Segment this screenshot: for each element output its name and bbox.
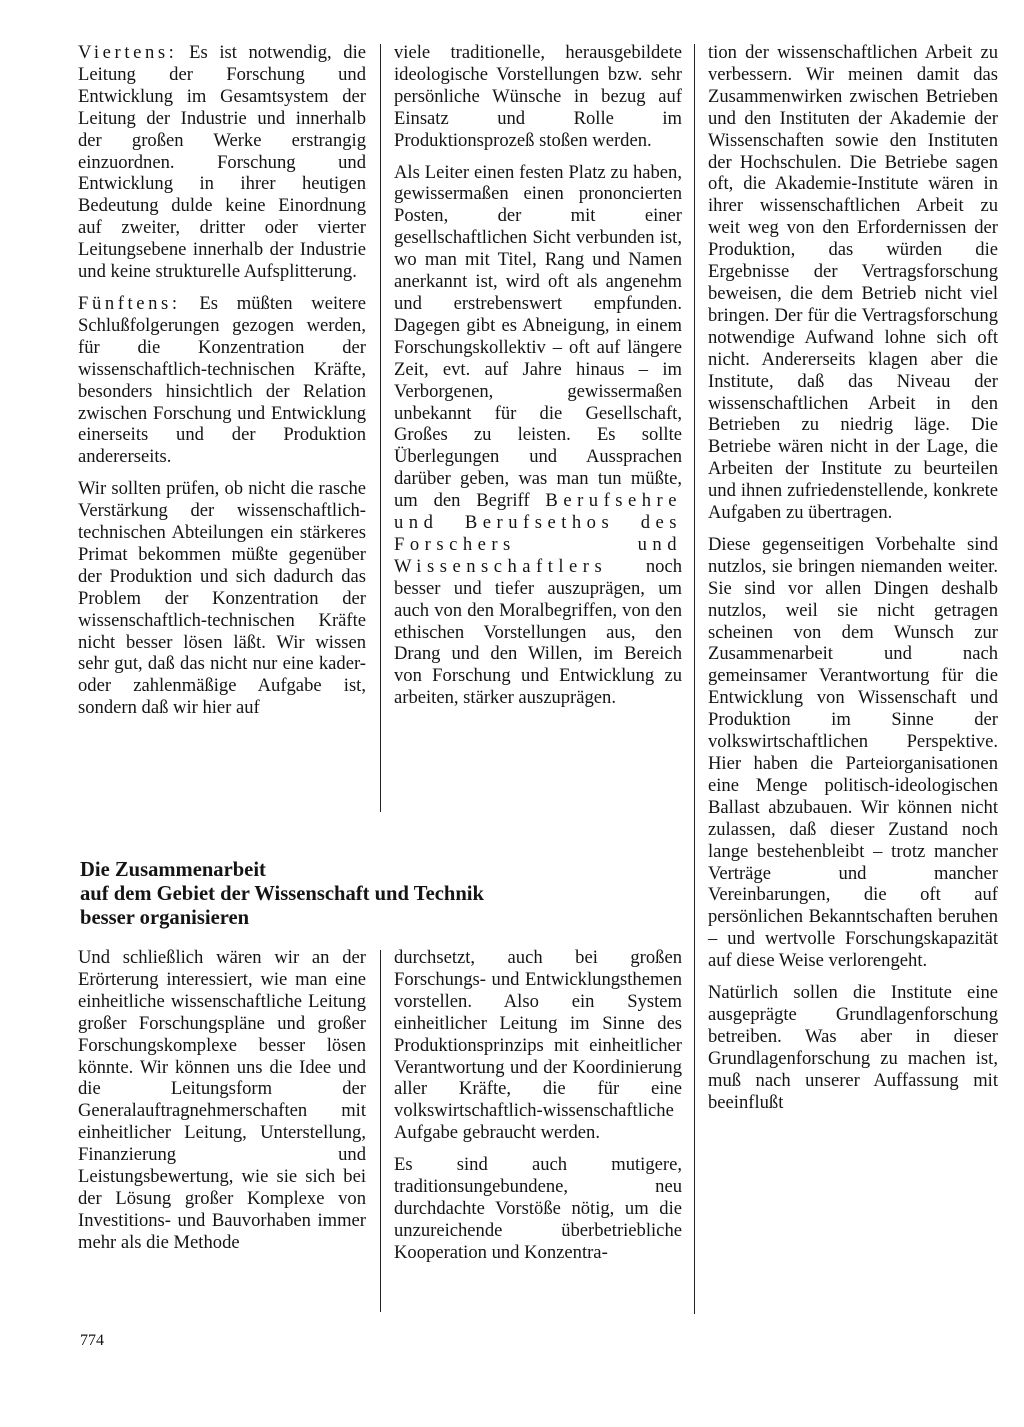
- column-rule-top-right: [694, 44, 695, 1314]
- paragraph-text: noch besser und tiefer auszuprägen, um auch von den Moralbegriffen, von den ethischen Vorstellungen aus, den Drang und den Willen, im Bereich von Forschung und Entwicklung zu arbeiten, stärker auszuprägen.: [394, 555, 682, 709]
- paragraph-berufsehre: [394, 162, 682, 710]
- section-heading: [80, 858, 640, 930]
- column-middle-top: [394, 42, 682, 719]
- spaced-term: Forschers: [394, 533, 516, 555]
- column-left-bottom: [78, 947, 366, 1264]
- paragraph-text: Wir sollten prüfen, ob nicht die rasche Verstärkung der wissenschaftlich-technischen Abteilungen ein stärkeres Primat bekommen müßte gegenüber der Produktion und sich dadurch das Problem der Konzentration der wissenschaftlich-technischen Kräfte nicht besser lösen läßt. Wir wissen sehr gut, daß das nicht nur eine kader- oder zahlenmäßige Aufgabe ist, sondern daß wir hier auf: [78, 478, 366, 719]
- paragraph-text: durchsetzt, auch bei großen Forschungs- und Entwicklungsthemen vorstellen. Also ein System einheitlicher Leitung im Sinne des Produktionsprinzips mit einheitlicher Verantwortung und der Koordinierung aller Kräfte, die für eine volkswirtschaftlich-wissenschaftliche Aufgabe gebraucht werden.: [394, 947, 682, 1144]
- heading-line: besser organisieren: [80, 907, 250, 929]
- column-right: [708, 42, 998, 1124]
- column-left-top: [78, 42, 366, 729]
- paragraph-text: Diese gegenseitigen Vorbehalte sind nutzlos, sie bringen niemanden weiter. Sie sind vor allen Dingen deshalb nutzlos, weil sie nicht getragen scheinen von dem Wunsch zur Zusammenarbeit und nach gemeinsamer Verantwortung für die Entwicklung von Wissenschaft und Produktion im Sinne der volkswirtschaftlichen Perspektive. Hier haben die Parteiorganisationen eine Menge politisch-ideologischen Ballast abzubauen. Wir können nicht zulassen, daß dieser Zustand noch lange bestehenbleibt – trotz mancher Verträge und mancher Vereinbarungen, die oft auf persönlichen Bekanntschaften beruhen – und wertvolle Forschungskapazität auf diese Weise verlorengeht.: [708, 533, 998, 972]
- paragraph-text: Natürlich sollen die Institute eine ausgeprägte Grundlagenforschung betreiben. Was aber in dieser Grundlagenforschung zu machen ist, muß nach unserer Auffassung mit beeinflußt: [708, 982, 998, 1113]
- column-middle-bottom: [394, 947, 682, 1274]
- column-rule-top-left: [380, 44, 381, 812]
- paragraph-text: Es sind auch mutigere, traditionsungebundene, neu durchdachte Vorstöße nötig, um die unzureichende überbetriebliche Kooperation und Konzentra-: [394, 1154, 682, 1263]
- paragraph-text: Es müßten weitere Schlußfolgerungen gezogen werden, für die Konzentration der wissenschaftlich-technischen Kräfte, besonders hinsichtlich der Relation zwischen Forschung und Entwicklung einerseits und der Produktion andererseits.: [78, 292, 367, 468]
- page-number: 774: [80, 1332, 104, 1349]
- paragraph-text: Und schließlich wären wir an der Erörterung interessiert, wie man eine einheitliche wissenschaftliche Leitung großer Forschungspläne und großer Forschungskomplexe besser lösen könnte. Wir können uns die Idee und die Leitungsform der Generalauftragnehmerschaften mit einheitlicher Leitung, Unterstellung, Finanzierung und Leistungsbewertung, wie sie sich bei der Lösung großer Komplexe von Investitions- und Bauvorhaben immer mehr als die Methode: [78, 947, 366, 1253]
- paragraph-viertens: [78, 42, 366, 283]
- column-rule-bottom-left: [380, 950, 381, 1312]
- spaced-word: und: [394, 512, 439, 534]
- paragraph-text: viele traditionelle, herausgebildete ideologische Vorstellungen bzw. sehr persönliche Wünsche in bezug auf Einsatz und Rolle im Produktionsprozeß stoßen werden.: [394, 42, 682, 151]
- spaced-term: Wissenschaftlers: [394, 555, 608, 577]
- paragraph-text: Es ist notwendig, die Leitung der Forschung und Entwicklung im Gesamtsystem der Leitung der Industrie und innerhalb der großen Werke erstrangig einzuordnen. Forschung und Entwicklung in ihrer heutigen Bedeutung dulde keine Einordnung auf zweiter, dritter oder vierter Leitungsebene innerhalb der Industrie und keine strukturelle Aufsplitterung.: [78, 42, 367, 283]
- paragraph-text: Als Leiter einen festen Platz zu haben, gewissermaßen einen prononcierten Posten, der mit einer gesellschaftlichen Sicht verbunden ist, wo man mit Titel, Rang und Namen anerkannt ist, wird oft als angenehm und erstrebenswert empfunden. Dagegen gibt es Abneigung, in einem Forschungskollektiv – oft auf längere Zeit, evt. auf Jahre hinaus – im Verborgenen, gewissermaßen unbekannt für die Gesellschaft, Großes zu leisten. Es sollte Überlegungen und Aussprachen darüber geben, was man tun müßte, um den Begriff: [394, 161, 682, 512]
- heading-line: auf dem Gebiet der Wissenschaft und Technik: [80, 883, 484, 905]
- spaced-term: Berufsehre: [545, 490, 682, 512]
- spaced-word: und: [637, 533, 682, 555]
- spaced-term: Berufsethos: [464, 512, 615, 534]
- paragraph-text: tion der wissenschaftlichen Arbeit zu verbessern. Wir meinen damit das Zusammenwirken zwischen Betrieben und den Instituten der Akademie der Wissenschaften sowie den Instituten der Hochschulen. Die Betriebe sagen oft, die Akademie-Institute wären in ihrer wissenschaftlichen Arbeit zu weit weg von den Erfordernissen der Produktion, das würden die Ergebnisse der Vertragsforschung beweisen, die dem Betrieb nicht viel bringen. Der für die Vertragsforschung notwendige Aufwand lohne sich oft nicht. Andererseits klagen aber die Institute, daß das Niveau der wissenschaftlichen Arbeit in den Betrieben zu niedrig läge. Die Betriebe wären nicht in der Lage, die Arbeiten der Institute zu beurteilen und ihnen zufriedenstellende, konkrete Aufgaben zu übertragen.: [708, 42, 998, 524]
- paragraph-lead-fuenftens: Fünftens:: [78, 292, 181, 314]
- spaced-word: des: [640, 512, 682, 534]
- paragraph-fuenftens: [78, 293, 366, 468]
- heading-line: Die Zusammenarbeit: [80, 859, 266, 881]
- paragraph-lead-viertens: Viertens:: [78, 42, 178, 63]
